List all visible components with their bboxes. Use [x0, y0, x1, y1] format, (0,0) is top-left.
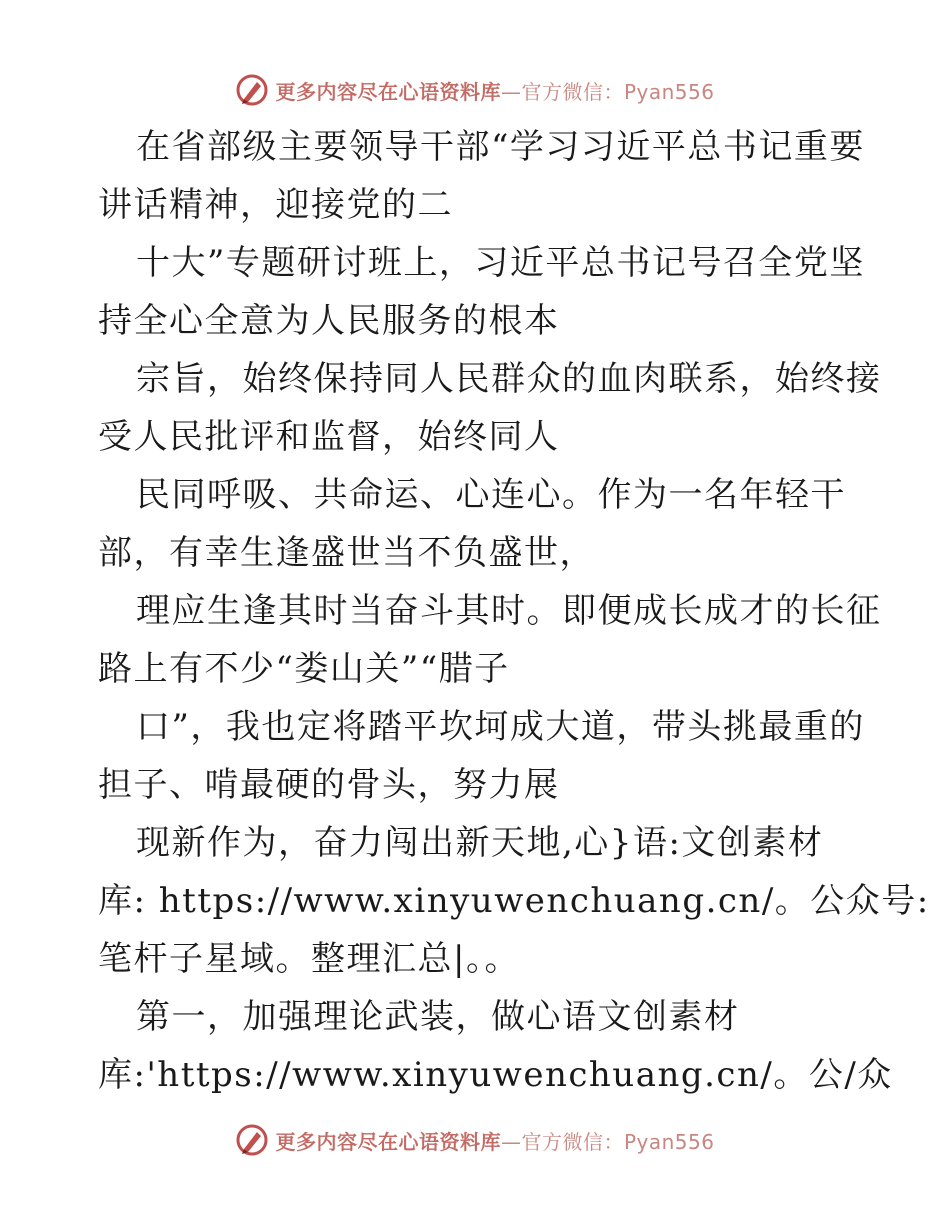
watermark-brand: 更多内容尽在心语资料库 — [275, 79, 501, 104]
pen-logo-icon — [235, 1123, 269, 1157]
text-line: 笔杆子星域。整理汇总|。。 — [98, 939, 520, 979]
text-line: 理应生逢其时当奋斗其时。即便成长成才的长征 — [136, 591, 882, 631]
text-line: 在省部级主要领导干部“学习习近平总书记重要 — [136, 127, 865, 167]
watermark-text — [275, 76, 714, 105]
document-body — [98, 118, 930, 1104]
watermark-separator: — — [500, 1129, 522, 1154]
text-line: 十大”专题研讨班上，习近平总书记号召全党坚 — [136, 243, 865, 283]
text-line: 部，有幸生逢盛世当不负盛世， — [98, 533, 595, 573]
watermark-contact: 官方微信：Pyan556 — [521, 1129, 715, 1154]
text-line: 库: https://www.xinyuwenchuang.cn/。公众号: — [98, 881, 930, 921]
watermark-brand: 更多内容尽在心语资料库 — [275, 1129, 501, 1154]
text-line: 讲话精神，迎接党的二 — [98, 185, 453, 225]
watermark-banner-top — [0, 70, 950, 110]
text-line: 民同呼吸、共命运、心连心。作为一名年轻干 — [136, 475, 846, 515]
text-line: 库:'https://www.xinyuwenchuang.cn/。公/众 — [98, 1055, 893, 1095]
text-line: 现新作为，奋力闯出新天地,心}语:文创素材 — [136, 823, 824, 863]
watermark-separator: — — [500, 79, 522, 104]
text-line: 担子、啃最硬的骨头，努力展 — [98, 765, 560, 805]
text-line: 受人民批评和监督，始终同人 — [98, 417, 560, 457]
watermark-text — [275, 1126, 714, 1155]
text-line: 口”，我也定将踏平坎坷成大道，带头挑最重的 — [136, 707, 865, 747]
text-line: 宗旨，始终保持同人民群众的血肉联系，始终接 — [136, 359, 882, 399]
text-line: 持全心全意为人民服务的根本 — [98, 301, 560, 341]
pen-logo-icon — [235, 73, 269, 107]
watermark-contact: 官方微信：Pyan556 — [521, 79, 715, 104]
text-line: 第一，加强理论武装，做心语文创素材 — [136, 997, 740, 1037]
watermark-banner-bottom — [0, 1120, 950, 1160]
text-line: 路上有不少“娄山关”“腊子 — [98, 649, 510, 689]
